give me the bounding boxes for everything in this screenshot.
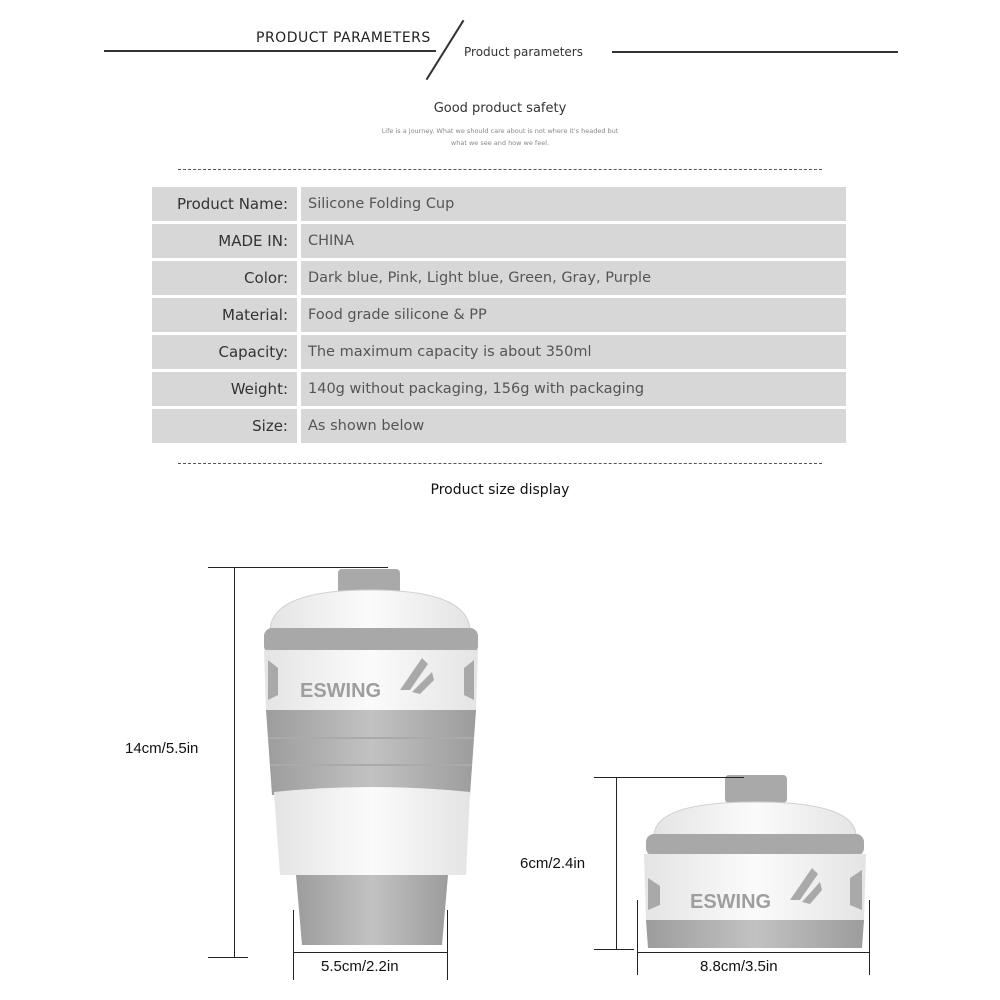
expanded-height-top-tick [208,567,388,568]
folded-height-line [616,777,617,949]
row-value: Food grade silicone & PP [301,298,846,332]
expanded-width-line [293,952,448,953]
row-value: Silicone Folding Cup [301,187,846,221]
parameters-table [152,187,846,446]
header-title: PRODUCT PARAMETERS [256,30,431,46]
expanded-width-left-tick [293,910,294,980]
table-row [152,298,846,332]
expanded-width-right-tick [447,910,448,980]
safety-tagline: Good product safety [433,101,567,116]
folded-width-right-tick [869,900,870,975]
divider-bottom [178,463,822,464]
row-value: CHINA [301,224,846,258]
svg-text:ESWING: ESWING [690,891,772,913]
row-label: Weight: [152,372,297,406]
table-row [152,187,846,221]
row-value: 140g without packaging, 156g with packaging [301,372,846,406]
expanded-height-line [234,567,235,957]
quote-line-2: what we see and how we feel. [450,139,550,147]
row-label: Material: [152,298,297,332]
row-label: Color: [152,261,297,295]
header-subtitle: Product parameters [464,45,583,59]
folded-height-bottom-tick [594,949,634,950]
row-value: As shown below [301,409,846,443]
folded-width-line [637,952,870,953]
folded-width-left-tick [637,900,638,975]
folded-height-label: 6cm/2.4in [520,855,586,872]
svg-text:ESWING: ESWING [300,680,382,702]
table-row [152,261,846,295]
expanded-cup-image [250,560,500,960]
folded-width-label: 8.8cm/3.5in [700,958,778,975]
table-row [152,372,846,406]
row-label: Capacity: [152,335,297,369]
row-label: Size: [152,409,297,443]
table-row [152,409,846,443]
header-line-right [612,51,898,53]
row-value: The maximum capacity is about 350ml [301,335,846,369]
folded-cup-image [630,770,880,960]
expanded-width-label: 5.5cm/2.2in [321,958,399,975]
header-line-left [104,50,436,52]
table-row [152,335,846,369]
row-label: MADE IN: [152,224,297,258]
table-row [152,224,846,258]
expanded-height-label: 14cm/5.5in [125,740,199,757]
row-label: Product Name: [152,187,297,221]
row-value: Dark blue, Pink, Light blue, Green, Gray, Purple [301,261,846,295]
divider-top [178,169,822,170]
quote-line-1: Life is a journey. What we should care about is not where it's headed but [381,127,619,135]
size-display-title: Product size display [430,482,570,498]
expanded-height-bottom-tick [208,957,248,958]
